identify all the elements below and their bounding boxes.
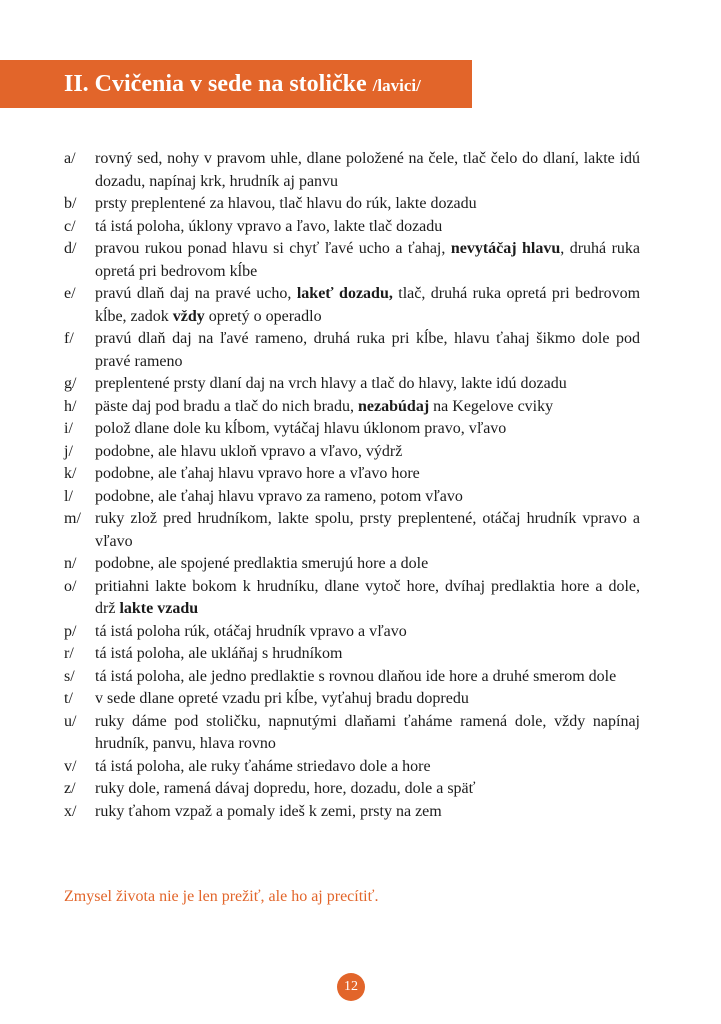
exercise-letter: u/ <box>64 712 77 730</box>
exercise-letter: t/ <box>64 690 73 707</box>
exercise-text <box>95 553 640 576</box>
exercise-letter: o/ <box>64 577 77 595</box>
exercise-item <box>64 283 640 328</box>
exercise-text-part: na Kegelove cviky <box>429 397 554 415</box>
exercise-item <box>64 508 640 553</box>
exercise-letter: m/ <box>64 510 81 527</box>
exercise-text-part: tá istá poloha, ale ruky ťaháme striedavo dole a hore <box>95 757 431 775</box>
exercise-letter: s/ <box>64 667 75 685</box>
exercise-item <box>64 553 640 576</box>
exercise-letter: p/ <box>64 622 77 640</box>
exercise-letter: r/ <box>64 645 74 662</box>
exercise-letter: d/ <box>64 240 77 257</box>
exercise-item <box>64 373 640 396</box>
exercise-text-part: opretý o operadlo <box>204 307 322 325</box>
exercise-text-part: pravou rukou ponad hlavu si chyť ľavé ucho a ťahaj, <box>95 240 451 257</box>
exercise-text-bold: lakeť dozadu, <box>296 285 393 302</box>
exercise-text <box>95 148 640 193</box>
exercise-item <box>64 486 640 509</box>
exercise-text-part: ruky dole, ramená dávaj dopredu, hore, dozadu, dole a späť <box>95 780 476 797</box>
exercise-text <box>95 418 640 441</box>
exercise-text-part: podobne, ale ťahaj hlavu vpravo za rameno, potom vľavo <box>95 487 463 505</box>
exercise-text-part: tá istá poloha, ale jedno predlaktie s rovnou dlaňou ide hore a druhé smerom dole <box>95 667 617 685</box>
exercise-text-part: ruky zlož pred hrudníkom, lakte spolu, prsty preplentené, otáčaj hrudník vpravo a vľavo <box>95 510 640 550</box>
exercise-text-part: ruky ťahom vzpaž a pomaly ideš k zemi, prsty na zem <box>95 802 442 820</box>
exercise-item <box>64 576 640 621</box>
exercise-letter: b/ <box>64 195 77 212</box>
exercise-text <box>95 486 640 509</box>
exercise-text <box>95 441 640 464</box>
exercise-item <box>64 711 640 756</box>
exercise-letter: e/ <box>64 285 76 302</box>
exercise-letter: v/ <box>64 757 77 775</box>
exercise-text <box>95 373 640 396</box>
exercise-item <box>64 778 640 801</box>
exercise-item <box>64 756 640 779</box>
exercise-item <box>64 238 640 283</box>
exercise-text-part: rovný sed, nohy v pravom uhle, dlane položené na čele, tlač čelo do dlaní, lakte idú dozadu, napínaj krk, hrudník aj panvu <box>95 150 640 190</box>
exercise-item <box>64 396 640 419</box>
exercise-text-bold: nevytáčaj hlavu <box>450 240 561 257</box>
exercise-text <box>95 801 640 824</box>
exercise-text-part: preplentené prsty dlaní daj na vrch hlavy a tlač do hlavy, lakte idú dozadu <box>95 375 567 392</box>
motto: Zmysel života nie je len prežiť, ale ho aj precítiť. <box>64 888 379 905</box>
exercise-text <box>95 576 640 621</box>
exercise-text-part: tá istá poloha rúk, otáčaj hrudník vpravo a vľavo <box>95 622 407 640</box>
exercise-text <box>95 328 640 373</box>
exercise-text-part: tlač, druhá ruka opretá pri bedrovom kĺbe, zadok <box>95 285 641 325</box>
exercise-text <box>95 711 640 756</box>
exercise-item <box>64 328 640 373</box>
exercise-text-part: tá istá poloha, ale ukláňaj s hrudníkom <box>95 645 343 662</box>
exercise-text-bold: nezabúdaj <box>358 397 430 415</box>
exercise-letter: k/ <box>64 465 77 482</box>
exercise-letter: i/ <box>64 420 73 437</box>
exercise-letter: x/ <box>64 802 77 820</box>
exercise-text <box>95 756 640 779</box>
exercise-text-part: polož dlane dole ku kĺbom, vytáčaj hlavu úklonom pravo, vľavo <box>95 420 507 437</box>
exercise-text <box>95 666 640 689</box>
exercise-text-part: prsty preplentené za hlavou, tlač hlavu do rúk, lakte dozadu <box>95 195 477 212</box>
exercise-text-part: ruky dáme pod stoličku, napnutými dlaňami ťaháme ramená dole, vždy napínaj hrudník, panvu, hlava rovno <box>95 712 640 752</box>
exercise-letter: l/ <box>64 487 73 505</box>
exercise-text <box>95 396 640 419</box>
exercise-item <box>64 801 640 824</box>
exercise-item <box>64 643 640 666</box>
exercise-item <box>64 621 640 644</box>
exercise-text <box>95 238 640 283</box>
exercise-letter: n/ <box>64 555 77 572</box>
exercise-letter: j/ <box>64 442 73 460</box>
exercise-text-part: , druhá ruka opretá pri bedrovom kĺbe <box>95 240 641 280</box>
exercise-text-bold: vždy <box>172 307 205 325</box>
exercise-text-part: päste daj pod bradu a tlač do nich bradu, <box>95 397 359 415</box>
exercise-item <box>64 666 640 689</box>
exercise-text <box>95 778 640 801</box>
exercise-letter: z/ <box>64 780 76 797</box>
exercise-letter: g/ <box>64 375 77 392</box>
exercise-text <box>95 643 640 666</box>
exercise-text-part: tá istá poloha, úklony vpravo a ľavo, lakte tlač dozadu <box>95 217 443 235</box>
exercise-item <box>64 688 640 711</box>
exercise-text-part: podobne, ale spojené predlaktia smerujú hore a dole <box>95 555 429 572</box>
exercise-item <box>64 148 640 193</box>
exercise-text <box>95 463 640 486</box>
exercise-text <box>95 216 640 239</box>
exercise-text <box>95 193 640 216</box>
exercise-text <box>95 688 640 711</box>
exercise-text <box>95 508 640 553</box>
exercise-item <box>64 193 640 216</box>
exercise-text-part: pravú dlaň daj na pravé ucho, <box>95 285 297 302</box>
exercise-text-bold: lakte vzadu <box>119 600 199 617</box>
exercise-letter: h/ <box>64 397 77 415</box>
exercise-item <box>64 418 640 441</box>
exercise-text <box>95 621 640 644</box>
exercise-text-part: pritiahni lakte bokom k hrudníku, dlane vytoč hore, dvíhaj predlaktia hore a dole, drž <box>95 577 640 617</box>
exercise-list <box>64 148 640 823</box>
exercise-letter: f/ <box>64 330 74 347</box>
exercise-item <box>64 463 640 486</box>
exercise-text-part: podobne, ale ťahaj hlavu vpravo hore a vľavo hore <box>95 465 420 482</box>
exercise-letter: a/ <box>64 150 76 167</box>
exercise-item <box>64 216 640 239</box>
page-title <box>64 68 421 102</box>
exercise-text-part: podobne, ale hlavu ukloň vpravo a vľavo, výdrž <box>95 442 403 460</box>
exercise-text <box>95 283 640 328</box>
exercise-item <box>64 441 640 464</box>
page-title-subtitle: /lavici/ <box>372 76 421 95</box>
page-title-main: II. Cvičenia v sede na stoličke <box>64 71 367 97</box>
exercise-text-part: v sede dlane opreté vzadu pri kĺbe, vyťahuj bradu dopredu <box>95 690 469 707</box>
exercise-text-part: pravú dlaň daj na ľavé rameno, druhá ruka pri kĺbe, hlavu ťahaj šikmo dole pod pravé rameno <box>95 330 640 370</box>
page-number: 12 <box>337 973 365 1001</box>
exercise-letter: c/ <box>64 217 76 235</box>
